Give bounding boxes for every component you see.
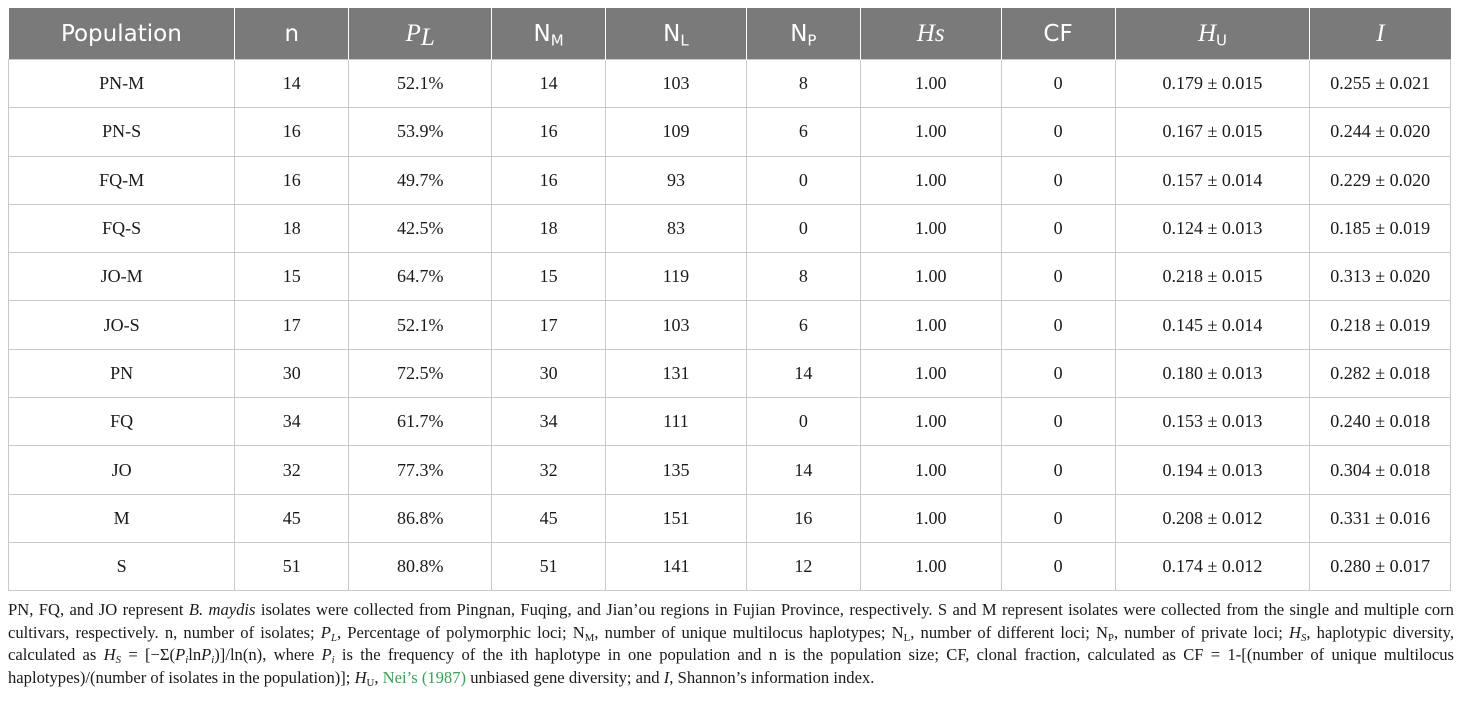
- header-pl: $P_L$: [349, 8, 492, 60]
- cell-hs: 1.00: [860, 204, 1001, 252]
- cell-nm: 15: [492, 253, 606, 301]
- table-row: [9, 301, 1451, 349]
- table-row: [9, 108, 1451, 156]
- header-population: Population: [9, 8, 235, 60]
- cell-pop: JO-M: [9, 253, 235, 301]
- cell-nm: 16: [492, 156, 606, 204]
- cell-nl: 141: [606, 542, 747, 590]
- cell-hs: 1.00: [860, 60, 1001, 108]
- cell-hs: 1.00: [860, 156, 1001, 204]
- table-row: [9, 446, 1451, 494]
- cell-hs: 1.00: [860, 446, 1001, 494]
- cell-i: 0.255 ± 0.021: [1310, 60, 1451, 108]
- table-footnote: PN, FQ, and JO represent B. maydis isolates were collected from Pingnan, Fuqing, and Jian’ou regions in Fujian Province, respectively. S and M represent isolates were collected from the single and multiple corn cultivars, respectively. n, number of isolates; $P_L$, Percentage of polymorphic loci; $N_M$, number of unique multilocus haplotypes; $N_L$, number of different loci; $N_P$, number of private loci; $H_S$, haplotypic diversity, calculated as $H_S = [-\Sigma(P_i\ln P_i)]/\ln(n)$, where $P_i$ is the frequency of the ith haplotype in one population and n is the population size; CF, clonal fraction, calculated as CF = 1-[(number of unique multilocus haplotypes)/(number of isolates in the population)]; $H_U$, Nei’s (1987) unbiased gene diversity; and I, Shannon’s information index.: [8, 600, 1455, 689]
- cell-hu: 0.153 ± 0.013: [1115, 398, 1310, 446]
- cell-n: 15: [235, 253, 349, 301]
- cell-hu: 0.179 ± 0.015: [1115, 60, 1310, 108]
- header-row: [9, 8, 1451, 60]
- table-row: [9, 204, 1451, 252]
- cell-nl: 83: [606, 204, 747, 252]
- cell-np: 0: [746, 398, 860, 446]
- cell-nm: 32: [492, 446, 606, 494]
- cell-hs: 1.00: [860, 349, 1001, 397]
- cell-pop: FQ: [9, 398, 235, 446]
- cell-i: 0.240 ± 0.018: [1310, 398, 1451, 446]
- cell-i: 0.331 ± 0.016: [1310, 494, 1451, 542]
- cell-cf: 0: [1001, 156, 1115, 204]
- cell-nm: 34: [492, 398, 606, 446]
- cell-n: 51: [235, 542, 349, 590]
- cell-cf: 0: [1001, 60, 1115, 108]
- cell-nl: 103: [606, 60, 747, 108]
- population-diversity-table: [8, 8, 1451, 591]
- cell-hu: 0.208 ± 0.012: [1115, 494, 1310, 542]
- cell-nm: 17: [492, 301, 606, 349]
- cell-n: 17: [235, 301, 349, 349]
- cell-pl: 52.1%: [349, 301, 492, 349]
- cell-pop: PN-M: [9, 60, 235, 108]
- cell-pl: 86.8%: [349, 494, 492, 542]
- cell-nm: 14: [492, 60, 606, 108]
- cell-hu: 0.218 ± 0.015: [1115, 253, 1310, 301]
- cell-pop: JO-S: [9, 301, 235, 349]
- header-n: n: [235, 8, 349, 60]
- table-row: [9, 349, 1451, 397]
- cell-hu: 0.145 ± 0.014: [1115, 301, 1310, 349]
- cell-nm: 30: [492, 349, 606, 397]
- cell-np: 0: [746, 204, 860, 252]
- table-row: [9, 494, 1451, 542]
- cell-i: 0.282 ± 0.018: [1310, 349, 1451, 397]
- cell-i: 0.244 ± 0.020: [1310, 108, 1451, 156]
- cell-n: 32: [235, 446, 349, 494]
- cell-nl: 135: [606, 446, 747, 494]
- cell-pop: S: [9, 542, 235, 590]
- cell-n: 16: [235, 156, 349, 204]
- cell-n: 16: [235, 108, 349, 156]
- cell-pl: 52.1%: [349, 60, 492, 108]
- cell-pop: FQ-S: [9, 204, 235, 252]
- cell-nl: 109: [606, 108, 747, 156]
- cell-nm: 16: [492, 108, 606, 156]
- cell-np: 16: [746, 494, 860, 542]
- cell-nl: 131: [606, 349, 747, 397]
- cell-hs: 1.00: [860, 253, 1001, 301]
- header-nl: $N_L$: [606, 8, 747, 60]
- cell-hu: 0.174 ± 0.012: [1115, 542, 1310, 590]
- cell-hs: 1.00: [860, 301, 1001, 349]
- cell-i: 0.185 ± 0.019: [1310, 204, 1451, 252]
- cell-nl: 103: [606, 301, 747, 349]
- cell-pl: 72.5%: [349, 349, 492, 397]
- cell-i: 0.304 ± 0.018: [1310, 446, 1451, 494]
- cell-hs: 1.00: [860, 494, 1001, 542]
- cell-hu: 0.124 ± 0.013: [1115, 204, 1310, 252]
- cell-hu: 0.194 ± 0.013: [1115, 446, 1310, 494]
- cell-cf: 0: [1001, 446, 1115, 494]
- cell-pl: 80.8%: [349, 542, 492, 590]
- cell-n: 30: [235, 349, 349, 397]
- cell-cf: 0: [1001, 108, 1115, 156]
- cell-np: 14: [746, 446, 860, 494]
- header-np: $N_P$: [746, 8, 860, 60]
- table-container: [8, 8, 1451, 591]
- cell-i: 0.218 ± 0.019: [1310, 301, 1451, 349]
- cell-nm: 45: [492, 494, 606, 542]
- cell-nl: 93: [606, 156, 747, 204]
- cell-hs: 1.00: [860, 398, 1001, 446]
- cell-pl: 64.7%: [349, 253, 492, 301]
- cell-cf: 0: [1001, 301, 1115, 349]
- cell-nm: 51: [492, 542, 606, 590]
- cell-hs: 1.00: [860, 108, 1001, 156]
- table-row: [9, 542, 1451, 590]
- cell-hu: 0.157 ± 0.014: [1115, 156, 1310, 204]
- cell-cf: 0: [1001, 253, 1115, 301]
- cell-pl: 53.9%: [349, 108, 492, 156]
- cell-cf: 0: [1001, 494, 1115, 542]
- cell-pl: 42.5%: [349, 204, 492, 252]
- table-row: [9, 156, 1451, 204]
- nei-1987-citation-link[interactable]: Nei’s (1987): [382, 667, 467, 687]
- cell-np: 8: [746, 60, 860, 108]
- cell-n: 14: [235, 60, 349, 108]
- cell-n: 45: [235, 494, 349, 542]
- cell-np: 6: [746, 301, 860, 349]
- cell-n: 18: [235, 204, 349, 252]
- cell-hs: 1.00: [860, 542, 1001, 590]
- cell-n: 34: [235, 398, 349, 446]
- cell-pl: 49.7%: [349, 156, 492, 204]
- cell-pop: M: [9, 494, 235, 542]
- cell-cf: 0: [1001, 349, 1115, 397]
- cell-i: 0.313 ± 0.020: [1310, 253, 1451, 301]
- header-cf: CF: [1001, 8, 1115, 60]
- header-hu: $H_U$: [1115, 8, 1310, 60]
- cell-pop: PN-S: [9, 108, 235, 156]
- table-row: [9, 60, 1451, 108]
- cell-pl: 61.7%: [349, 398, 492, 446]
- cell-pl: 77.3%: [349, 446, 492, 494]
- header-nm: $N_M$: [492, 8, 606, 60]
- cell-pop: FQ-M: [9, 156, 235, 204]
- cell-i: 0.229 ± 0.020: [1310, 156, 1451, 204]
- cell-cf: 0: [1001, 398, 1115, 446]
- table-row: [9, 398, 1451, 446]
- header-hs: Hs: [860, 8, 1001, 60]
- cell-pop: JO: [9, 446, 235, 494]
- cell-np: 14: [746, 349, 860, 397]
- header-i: I: [1310, 8, 1451, 60]
- cell-np: 6: [746, 108, 860, 156]
- table-row: [9, 253, 1451, 301]
- cell-np: 8: [746, 253, 860, 301]
- cell-nm: 18: [492, 204, 606, 252]
- cell-hu: 0.167 ± 0.015: [1115, 108, 1310, 156]
- cell-pop: PN: [9, 349, 235, 397]
- cell-np: 0: [746, 156, 860, 204]
- cell-cf: 0: [1001, 204, 1115, 252]
- cell-cf: 0: [1001, 542, 1115, 590]
- cell-nl: 111: [606, 398, 747, 446]
- cell-np: 12: [746, 542, 860, 590]
- cell-nl: 151: [606, 494, 747, 542]
- cell-i: 0.280 ± 0.017: [1310, 542, 1451, 590]
- cell-hu: 0.180 ± 0.013: [1115, 349, 1310, 397]
- cell-nl: 119: [606, 253, 747, 301]
